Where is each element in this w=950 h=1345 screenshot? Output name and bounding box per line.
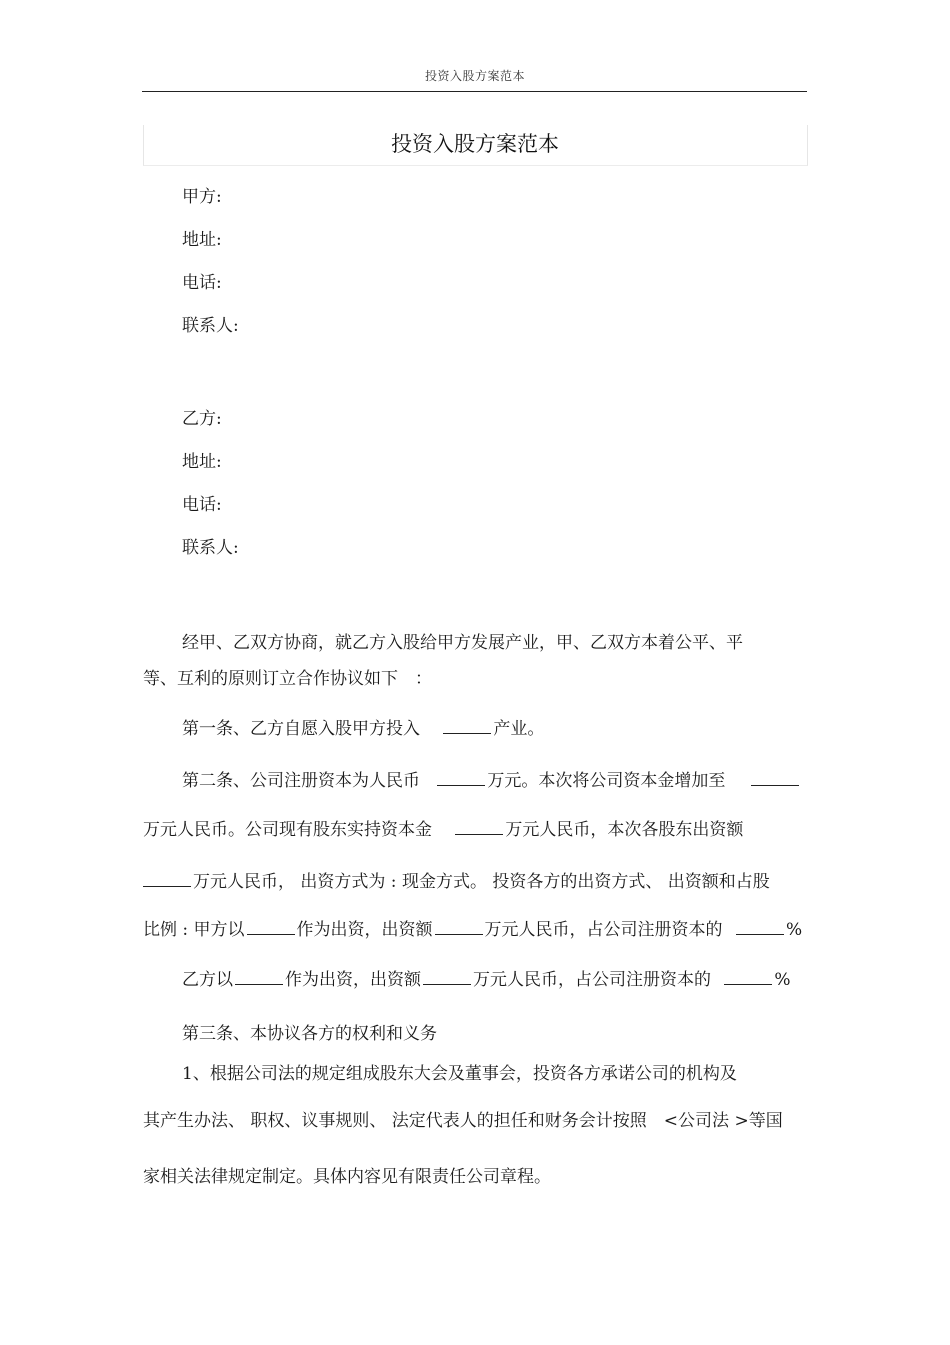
blank-field[interactable] — [443, 717, 491, 734]
article-2-text-5b: 作为出资，出资额 — [285, 970, 421, 990]
document-title: 投资入股方案范本 — [391, 132, 559, 156]
party-b-label: 乙方: — [182, 409, 222, 429]
intro-line-2: 等、互利的原则订立合作协议如下 ： — [143, 669, 432, 689]
article-3-heading: 第三条、本协议各方的权利和义务 — [182, 1024, 437, 1044]
article-2-text-4d: % — [785, 920, 803, 940]
article-2-line-4 — [143, 918, 802, 941]
article-2-text-4c: 万元人民币，占公司注册资本的 — [484, 920, 723, 940]
blank-field[interactable] — [143, 870, 191, 887]
article-2-text-2b: 万元人民币，本次各股东出资额 — [505, 820, 744, 840]
article-2-text-5c: 万元人民币，占公司注册资本的 — [473, 970, 711, 990]
article-2-text-5a: 乙方以 — [182, 970, 233, 990]
article-3-para-line-2: 其产生办法、 职权、议事规则、 法定代表人的担任和财务会计按照 <公司法 >等国 — [143, 1111, 783, 1131]
article-2-line-3 — [143, 870, 770, 893]
party-b-phone-label: 电话: — [182, 495, 222, 515]
article-2-text-5d: % — [774, 970, 791, 990]
article-2-text-4b: 作为出资，出资额 — [296, 920, 433, 940]
article-2-text-2a: 万元人民币。公司现有股东实持资本金 — [143, 820, 432, 840]
blank-field[interactable] — [736, 918, 784, 935]
article-2-text-4a: 比例 : 甲方以 — [143, 920, 245, 940]
blank-field[interactable] — [751, 769, 799, 786]
party-a-contact-label: 联系人: — [182, 316, 239, 336]
blank-field[interactable] — [247, 918, 295, 935]
blank-field[interactable] — [235, 968, 283, 985]
running-header: 投资入股方案范本 — [424, 69, 525, 83]
intro-line-1: 经甲、乙双方协商，就乙方入股给甲方发展产业，甲、乙双方本着公平、平 — [182, 633, 743, 653]
blank-field[interactable] — [455, 818, 503, 835]
party-a-address-label: 地址: — [182, 230, 222, 250]
article-2-text-3: 万元人民币， 出资方式为 : 现金方式。 投资各方的出资方式、 出资额和占股 — [193, 872, 770, 892]
blank-field[interactable] — [724, 968, 772, 985]
party-b-contact-label: 联系人: — [182, 538, 239, 558]
blank-field[interactable] — [435, 918, 483, 935]
article-2-line-5 — [182, 968, 791, 991]
blank-field[interactable] — [423, 968, 471, 985]
party-a-label: 甲方: — [182, 187, 222, 207]
article-2-text-1b: 万元。本次将公司资本金增加至 — [487, 771, 726, 791]
article-1-text-a: 第一条、乙方自愿入股甲方投入 — [182, 719, 420, 739]
article-2-line-1 — [182, 769, 801, 792]
party-b-address-label: 地址: — [182, 452, 222, 472]
article-1-text-b: 产业。 — [493, 719, 545, 739]
blank-field[interactable] — [437, 769, 485, 786]
article-2-text-1a: 第二条、公司注册资本为人民币 — [182, 771, 420, 791]
party-a-phone-label: 电话: — [182, 273, 222, 293]
article-2-line-2 — [143, 818, 743, 841]
article-3-para-line-1: 1、根据公司法的规定组成股东大会及董事会，投资各方承诺公司的机构及 — [182, 1064, 737, 1084]
header-rule — [142, 91, 807, 92]
article-3-para-line-3: 家相关法律规定制定。具体内容见有限责任公司章程。 — [143, 1167, 551, 1187]
article-1 — [182, 717, 544, 740]
